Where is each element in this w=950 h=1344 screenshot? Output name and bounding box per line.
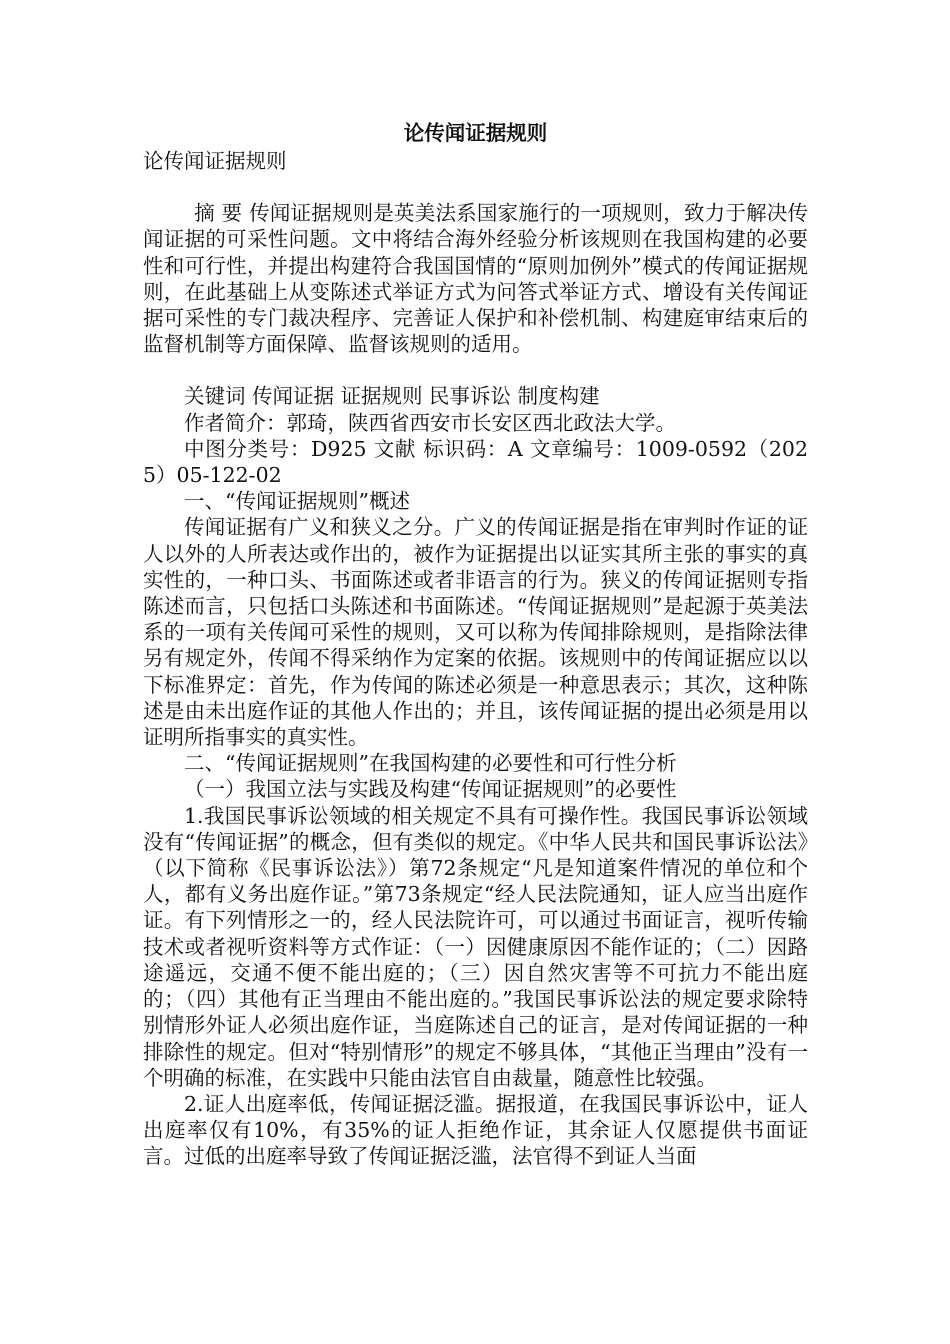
body-paragraph-3: 2.证人出庭率低，传闻证据泛滥。据报道，在我国民事诉讼中，证人出庭率仅有10%，有35%的证人拒绝作证，其余证人仅愿提供书面证言。过低的出庭率导致了传闻证据泛滥，法官得不到证人当面 bbox=[143, 1091, 808, 1169]
keywords-line: 关键词 传闻证据 证据规则 民事诉讼 制度构建 bbox=[184, 384, 600, 409]
abstract-paragraph: 摘 要 传闻证据规则是英美法系国家施行的一项规则，致力于解决传闻证据的可采性问题。文中将结合海外经验分析该规则在我国构建的必要性和可行性，并提出构建符合我国国情的“原则加例外”模式的传闻证据规则，在此基础上从变陈述式举证方式为问答式举证方式、增设有关传闻证据可采性的专门裁决程序、完善证人保护和补偿机制、构建庭审结束后的监督机制等方面保障、监督该规则的适用。 bbox=[143, 201, 808, 357]
classification-line: 中图分类号：D925 文献 标识码：A 文章编号：1009-0592（2025）05-122-02 bbox=[143, 436, 808, 488]
body-paragraph-2: 1.我国民事诉讼领域的相关规定不具有可操作性。我国民事诉讼领域没有“传闻证据”的概念，但有类似的规定。《中华人民共和国民事诉讼法》（以下简称《民事诉讼法》）第72条规定“凡是知道案件情况的单位和个人，都有义务出庭作证。”第73条规定“经人民法院通知，证人应当出庭作证。有下列情形之一的，经人民法院许可，可以通过书面证言，视听传输技术或者视听资料等方式作证：（一）因健康原因不能作证的；（二）因路途遥远，交通不便不能出庭的；（三）因自然灾害等不可抗力不能出庭的；（四）其他有正当理由不能出庭的。”我国民事诉讼法的规定要求除特别情形外证人必须出庭作证，当庭陈述自己的证言，是对传闻证据的一种排除性的规定。但对“特别情形”的规定不够具体，“其他正当理由”没有一个明确的标准，在实践中只能由法官自由裁量，随意性比较强。 bbox=[143, 803, 808, 1090]
section-heading-2: 二、“传闻证据规则”在我国构建的必要性和可行性分析 bbox=[184, 751, 677, 776]
body-paragraph-1: 传闻证据有广义和狭义之分。广义的传闻证据是指在审判时作证的证人以外的人所表达或作出的，被作为证据提出以证实其所主张的事实的真实性的，一种口头、书面陈述或者非语言的行为。狭义的传闻证据则专指陈述而言，只包括口头陈述和书面陈述。“传闻证据规则”是起源于英美法系的一项有关传闻可采性的规则，又可以称为传闻排除规则，是指除法律另有规定外，传闻不得采纳作为定案的依据。该规则中的传闻证据应以以下标准界定：首先，作为传闻的陈述必须是一种意思表示；其次，这种陈述是由未出庭作证的其他人作出的；并且，该传闻证据的提出必须是用以证明所指事实的真实性。 bbox=[143, 515, 808, 750]
section-heading-1: 一、“传闻证据规则”概述 bbox=[184, 489, 410, 514]
document-subtitle: 论传闻证据规则 bbox=[143, 149, 287, 173]
document-title: 论传闻证据规则 bbox=[403, 121, 548, 145]
subsection-heading-2-1: （一）我国立法与实践及构建“传闻证据规则”的必要性 bbox=[184, 777, 677, 802]
document-page bbox=[143, 118, 808, 1170]
author-line: 作者简介：郭琦，陕西省西安市长安区西北政法大学。 bbox=[184, 410, 676, 435]
